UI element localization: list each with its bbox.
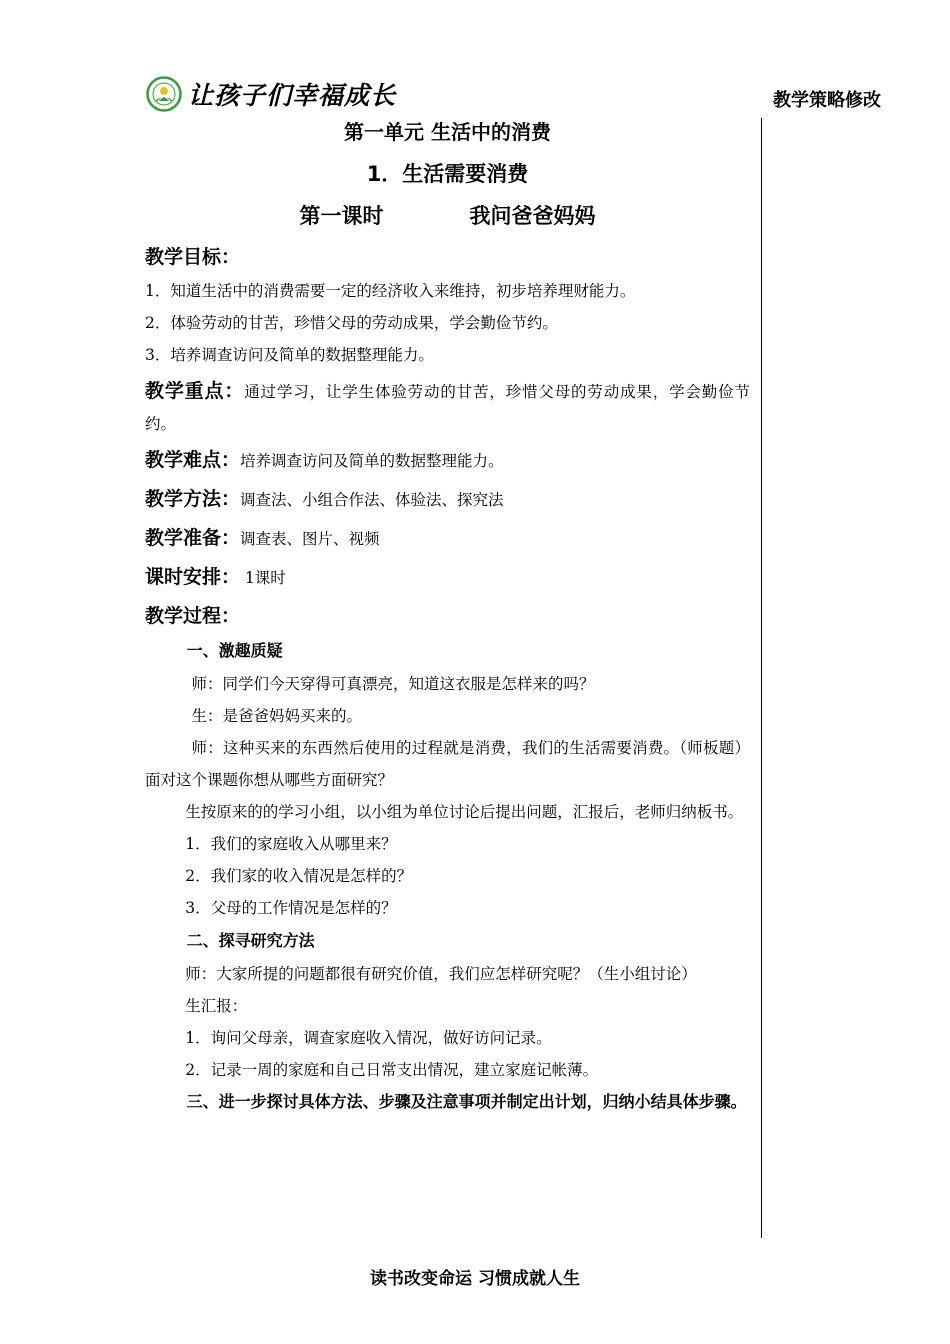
methods-text: 调查法、小组合作法、体验法、探究法 [240, 491, 504, 509]
step1-line: 生：是爸爸妈妈买来的。 [191, 707, 363, 725]
step1-line: 1．我们的家庭收入从哪里来？ [185, 835, 397, 853]
step2-line: 师：大家所提的问题都很有研究价值，我们应怎样研究呢？（生小组讨论） [185, 965, 697, 983]
process-heading: 教学过程： [145, 605, 241, 627]
step1-line: 师：这种买来的东西然后使用的过程就是消费，我们的生活需要消费。（师板题）面对这个课题你想从哪些方面研究？ [145, 739, 750, 789]
period-label: 第一课时 [299, 204, 384, 228]
objective-item: 2．体验劳动的甘苦，珍惜父母的劳动成果，学会勤俭节约。 [145, 314, 558, 332]
objective-item: 3．培养调查访问及简单的数据整理能力。 [145, 346, 434, 364]
period-title [145, 199, 750, 233]
step1-line: 生按原来的的学习小组，以小组为单位讨论后提出问题，汇报后，老师归纳板书。 [185, 803, 744, 821]
step1-line: 3．父母的工作情况是怎样的？ [185, 899, 397, 917]
difficulties-label: 教学难点： [145, 449, 241, 471]
objectives-heading: 教学目标： [145, 246, 241, 268]
lesson-title: 1．生活需要消费 [366, 162, 529, 186]
preparation [145, 522, 750, 555]
difficulties-text: 培养调查访问及简单的数据整理能力。 [240, 452, 504, 470]
methods-label: 教学方法： [145, 488, 241, 510]
key-points-text: 通过学习，让学生体验劳动的甘苦，珍惜父母的劳动成果，学会勤俭节约。 [145, 383, 750, 433]
step2-line: 2．记录一周的家庭和自己日常支出情况，建立家庭记帐薄。 [185, 1061, 599, 1079]
preparation-label: 教学准备： [145, 527, 241, 549]
step1-line: 师：同学们今天穿得可真漂亮，知道这衣服是怎样来的吗？ [191, 675, 595, 693]
school-motto: 让孩子们幸福成长 [188, 81, 397, 110]
methods [145, 483, 750, 516]
step1-title: 一、激趣质疑 [186, 641, 283, 660]
school-logo-icon [146, 76, 182, 112]
unit-title: 第一单元 生活中的消费 [344, 120, 551, 144]
step2-line: 生汇报： [185, 997, 248, 1015]
step2-line: 1．询问父母亲，调查家庭收入情况，做好访问记录。 [185, 1029, 552, 1047]
lesson-content [145, 115, 750, 1118]
period-topic: 我问爸爸妈妈 [469, 204, 596, 228]
key-points-label: 教学重点： [145, 380, 245, 402]
step2-title: 二、探寻研究方法 [186, 931, 315, 950]
schedule-label: 课时安排： [145, 566, 241, 588]
preparation-text: 调查表、图片、视频 [240, 530, 380, 548]
schedule [145, 561, 750, 594]
objective-item: 1．知道生活中的消费需要一定的经济收入来维持，初步培养理财能力。 [145, 282, 636, 300]
column-divider [761, 118, 762, 1238]
side-column-title: 教学策略修改 [773, 90, 881, 111]
key-points [145, 375, 750, 440]
difficulties [145, 444, 750, 477]
step1-line: 2．我们家的收入情况是怎样的？ [185, 867, 413, 885]
header [146, 74, 396, 114]
footer-slogan: 读书改变命运 习惯成就人生 [370, 1269, 580, 1289]
step3-title: 三、进一步探讨具体方法、步骤及注意事项并制定出计划，归纳小结具体步骤。 [186, 1092, 747, 1111]
schedule-text: 1课时 [240, 569, 286, 587]
